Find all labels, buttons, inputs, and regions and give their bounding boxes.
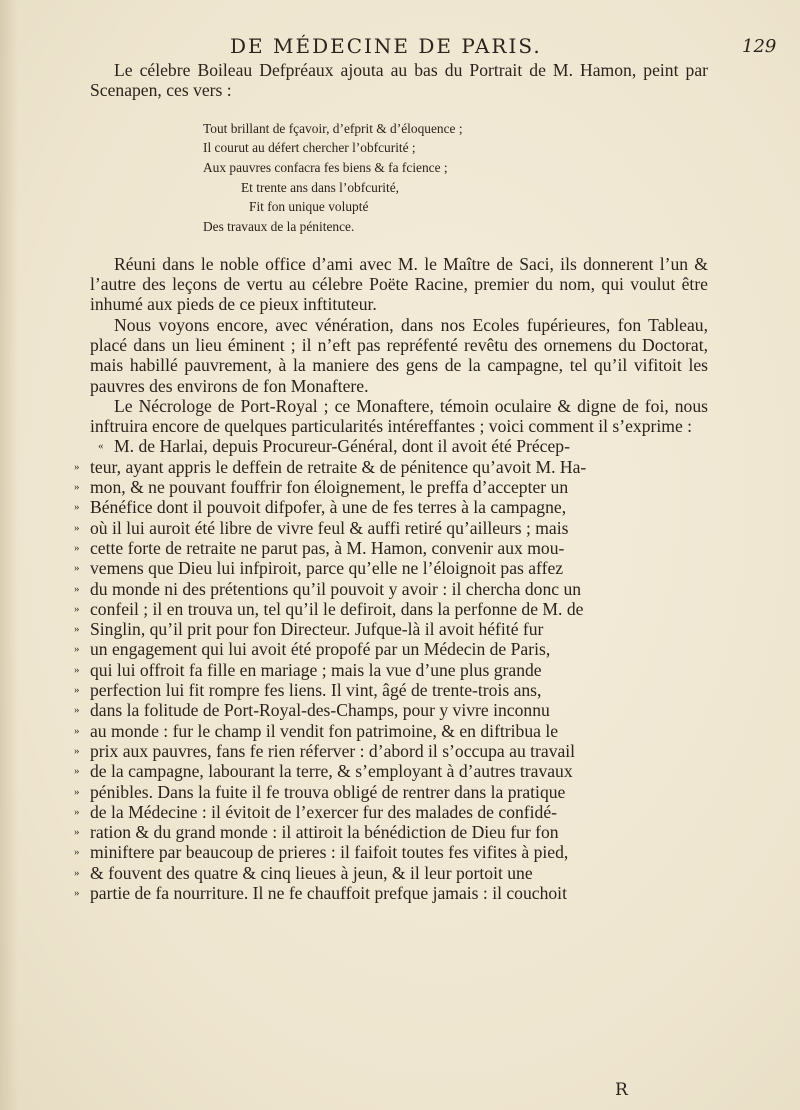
epitaph-poem	[203, 119, 708, 237]
page-gutter-shadow	[0, 0, 18, 1110]
quote-mark: »	[74, 744, 79, 757]
quote-mark: »	[74, 805, 79, 818]
quote-text: partie de fa nourriture. Il ne fe chauffoit prefque jamais : il couchoit	[90, 883, 567, 904]
catchword: R	[615, 1080, 628, 1100]
quote-line	[74, 700, 708, 721]
quote-line	[74, 822, 708, 843]
quote-mark: »	[74, 623, 79, 636]
quote-mark: »	[74, 887, 79, 900]
quote-mark: »	[74, 785, 79, 798]
quote-line	[74, 497, 708, 518]
quote-line	[74, 720, 708, 741]
quote-line	[74, 761, 708, 782]
quote-text: confeil ; il en trouva un, tel qu’il le defiroit, dans la perfonne de M. de	[90, 598, 584, 619]
quote-mark: »	[74, 866, 79, 879]
running-title: DE MÉDECINE DE PARIS.	[230, 34, 542, 58]
quote-line	[74, 477, 708, 498]
quote-text: teur, ayant appris le deffein de retraite & de pénitence qu’avoit M. Ha-	[90, 456, 587, 477]
quote-text: & fouvent des quatre & cinq lieues à jeun, & il leur portoit une	[90, 862, 533, 883]
quote-mark: »	[74, 582, 79, 595]
quote-text: mon, & ne pouvant fouffrir fon éloignement, le preffa d’accepter un	[90, 477, 569, 498]
quote-text: miniftere par beaucoup de prieres : il faifoit toutes fes vifites à pied,	[90, 842, 569, 863]
quote-text: qui lui offroit fa fille en mariage ; mais la vue d’une plus grande	[90, 659, 542, 680]
quote-mark: »	[74, 663, 79, 676]
quote-text: Bénéfice dont il pouvoit difpofer, à une de fes terres à la campagne,	[90, 497, 567, 518]
quote-text: pénibles. Dans la fuite il fe trouva obligé de rentrer dans la pratique	[90, 781, 566, 802]
quote-line	[74, 558, 708, 579]
quote-line	[74, 883, 708, 904]
page-header	[0, 34, 800, 62]
paragraph-racine: Réuni dans le noble office d’ami avec M. le Maître de Saci, ils donnerent l’un & l’autre des leçons de vertu au célebre Poëte Racine, premier du nom, qui voulut être inhumé aux pieds de ce pieux inftituteur.	[90, 253, 708, 315]
body-text	[74, 60, 708, 904]
quote-text: où il lui auroit été libre de vivre feul & auffi retiré qu’ailleurs ; mais	[90, 517, 569, 538]
quote-text: dans la folitude de Port-Royal-des-Champs, pour y vivre inconnu	[90, 700, 550, 721]
quote-text: perfection lui fit rompre fes liens. Il vint, âgé de trente-trois ans,	[90, 680, 542, 701]
quote-mark: »	[74, 501, 79, 514]
quote-line	[74, 517, 708, 538]
quote-line	[74, 842, 708, 863]
quote-mark: »	[74, 765, 79, 778]
quote-mark: »	[74, 481, 79, 494]
quote-text: M. de Harlai, depuis Procureur-Général, dont il avoit été Précep-	[114, 436, 570, 457]
quote-line	[74, 781, 708, 802]
poem-line: Et trente ans dans l’obfcurité,	[241, 179, 400, 195]
quote-mark: «	[98, 440, 103, 453]
quote-text: vemens que Dieu lui infpiroit, parce qu’elle ne l’éloignoit pas affez	[90, 558, 564, 579]
quote-mark: »	[74, 562, 79, 575]
quote-line	[74, 537, 708, 558]
quote-text: ration & du grand monde : il attiroit la bénédiction de Dieu fur fon	[90, 822, 559, 843]
quote-line	[74, 578, 708, 599]
quote-mark: »	[74, 602, 79, 615]
quote-mark: »	[74, 846, 79, 859]
quote-line	[74, 680, 708, 701]
poem-line: Fit fon unique volupté	[249, 199, 369, 215]
quote-line	[74, 619, 708, 640]
quote-line	[74, 801, 708, 822]
poem-line: Des travaux de la pénitence.	[203, 219, 355, 235]
page-number: 129	[742, 36, 777, 57]
paragraph-necrologe: Le Nécrologe de Port-Royal ; ce Monaftere, témoin oculaire & digne de foi, nous inftruira encore de quelques particularités intéreffantes ; voici comment il s’exprime :	[90, 395, 708, 437]
intro-paragraph: Le célebre Boileau Defpréaux ajouta au bas du Portrait de M. Hamon, peint par Scenapen, ces vers :	[90, 60, 708, 101]
quote-mark: »	[74, 541, 79, 554]
quote-line	[90, 436, 708, 456]
quote-text: de la campagne, labourant la terre, & s’employant à d’autres travaux	[90, 761, 573, 782]
quote-text: au monde : fur le champ il vendit fon patrimoine, & en diftribua le	[90, 720, 559, 741]
paragraph-tableau: Nous voyons encore, avec vénération, dans nos Ecoles fupérieures, fon Tableau, placé dans un lieu éminent ; il n’eft pas repréfenté revêtu des ornemens du Doctorat, mais habillé pauvrement, à la maniere des gens de la campagne, tel qu’il vifitoit les pauvres des environs de fon Monaftere.	[90, 314, 708, 396]
quote-text: du monde ni des prétentions qu’il pouvoit y avoir : il chercha donc un	[90, 578, 582, 599]
quote-mark: »	[74, 826, 79, 839]
quote-line	[74, 598, 708, 619]
quote-mark: »	[74, 521, 79, 534]
quote-line	[74, 659, 708, 680]
quote-mark: »	[74, 643, 79, 656]
quote-text: un engagement qui lui avoit été propofé par un Médecin de Paris,	[90, 639, 551, 660]
quote-text: prix aux pauvres, fans fe rien réferver : d’abord il s’occupa au travail	[90, 740, 576, 761]
necrologe-quotation	[74, 436, 708, 904]
quote-mark: »	[74, 684, 79, 697]
quote-line	[74, 740, 708, 761]
poem-line: Aux pauvres confacra fes biens & fa fcience ;	[203, 160, 448, 175]
quote-mark: »	[74, 460, 79, 473]
quote-line	[74, 862, 708, 883]
quote-line	[74, 639, 708, 660]
quote-text: cette forte de retraite ne parut pas, à M. Hamon, convenir aux mou-	[90, 537, 565, 558]
quote-line	[74, 456, 708, 477]
quote-text: de la Médecine : il évitoit de l’exercer fur des malades de confidé-	[90, 801, 557, 822]
quote-mark: »	[74, 704, 79, 717]
quote-text: Singlin, qu’il prit pour fon Directeur. Jufque-là il avoit héfité fur	[90, 619, 544, 640]
poem-line: Il courut au défert chercher l’obfcurité ;	[203, 140, 416, 156]
poem-line: Tout brillant de fçavoir, d’efprit & d’éloquence ;	[203, 120, 463, 136]
quote-mark: »	[74, 724, 79, 737]
